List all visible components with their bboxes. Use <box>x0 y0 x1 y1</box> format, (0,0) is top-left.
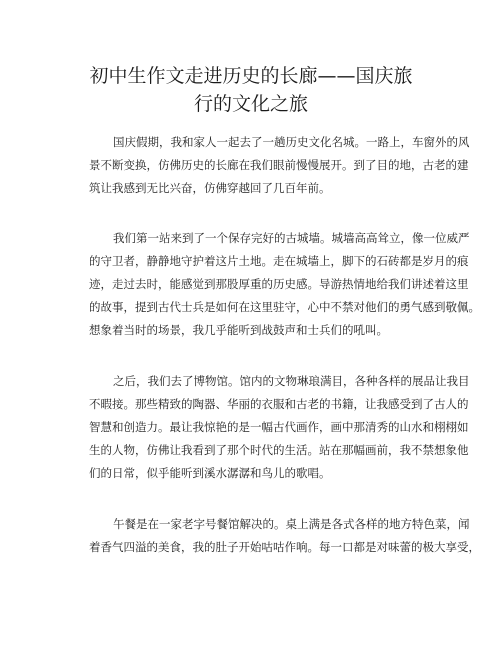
paragraph-1-line-2: 景不断变换，仿佛历史的长廊在我们眼前慢慢展开。到了目的地，古老的建 <box>89 158 469 172</box>
paragraph-2-line-5: 想象着当时的场景，我几乎能听到战鼓声和士兵们的吼叫。 <box>89 323 388 337</box>
paragraph-3-line-4: 生的人物，仿佛让我看到了那个时代的生活。站在那幅画前，我不禁想象他 <box>89 443 469 457</box>
paragraph-3-line-5: 们的日常，似乎能听到溪水潺潺和鸟儿的歌唱。 <box>89 466 331 480</box>
paragraph-2-line-1: 我们第一站来到了一个保存完好的古城墙。城墙高高耸立，像一位威严 <box>113 231 470 245</box>
paragraph-2-line-3: 迹，走过去时，能感觉到那股厚重的历史感。导游热情地给我们讲述着这里 <box>89 277 469 291</box>
paragraph-4-line-2: 着香气四溢的美食，我的肚子开始咕咕作响。每一口都是对味蕾的极大享受， <box>89 540 480 554</box>
document-title-line-2: 行的文化之旅 <box>193 93 308 115</box>
paragraph-1-line-3: 筑让我感到无比兴奋，仿佛穿越回了几百年前。 <box>89 181 331 195</box>
paragraph-3-line-1: 之后，我们去了博物馆。馆内的文物琳琅满目，各种各样的展品让我目 <box>113 374 470 388</box>
paragraph-4-line-1: 午餐是在一家老字号餐馆解决的。桌上满是各式各样的地方特色菜，闻 <box>113 517 470 531</box>
paragraph-1-line-1: 国庆假期，我和家人一起去了一趟历史文化名城。一路上，车窗外的风 <box>113 135 470 149</box>
paragraph-2-line-4: 的故事，提到古代士兵是如何在这里驻守，心中不禁对他们的勇气感到敬佩。 <box>89 300 480 314</box>
paragraph-2-line-2: 的守卫者，静静地守护着这片土地。走在城墙上，脚下的石砖都是岁月的痕 <box>89 254 469 268</box>
paragraph-3-line-2: 不暇接。那些精致的陶器、华丽的衣服和古老的书籍，让我感受到了古人的 <box>89 397 469 411</box>
document-title-line-1: 初中生作文走进历史的长廊——国庆旅 <box>89 65 413 87</box>
paragraph-3-line-3: 智慧和创造力。最让我惊艳的是一幅古代画作，画中那清秀的山水和栩栩如 <box>89 420 469 434</box>
